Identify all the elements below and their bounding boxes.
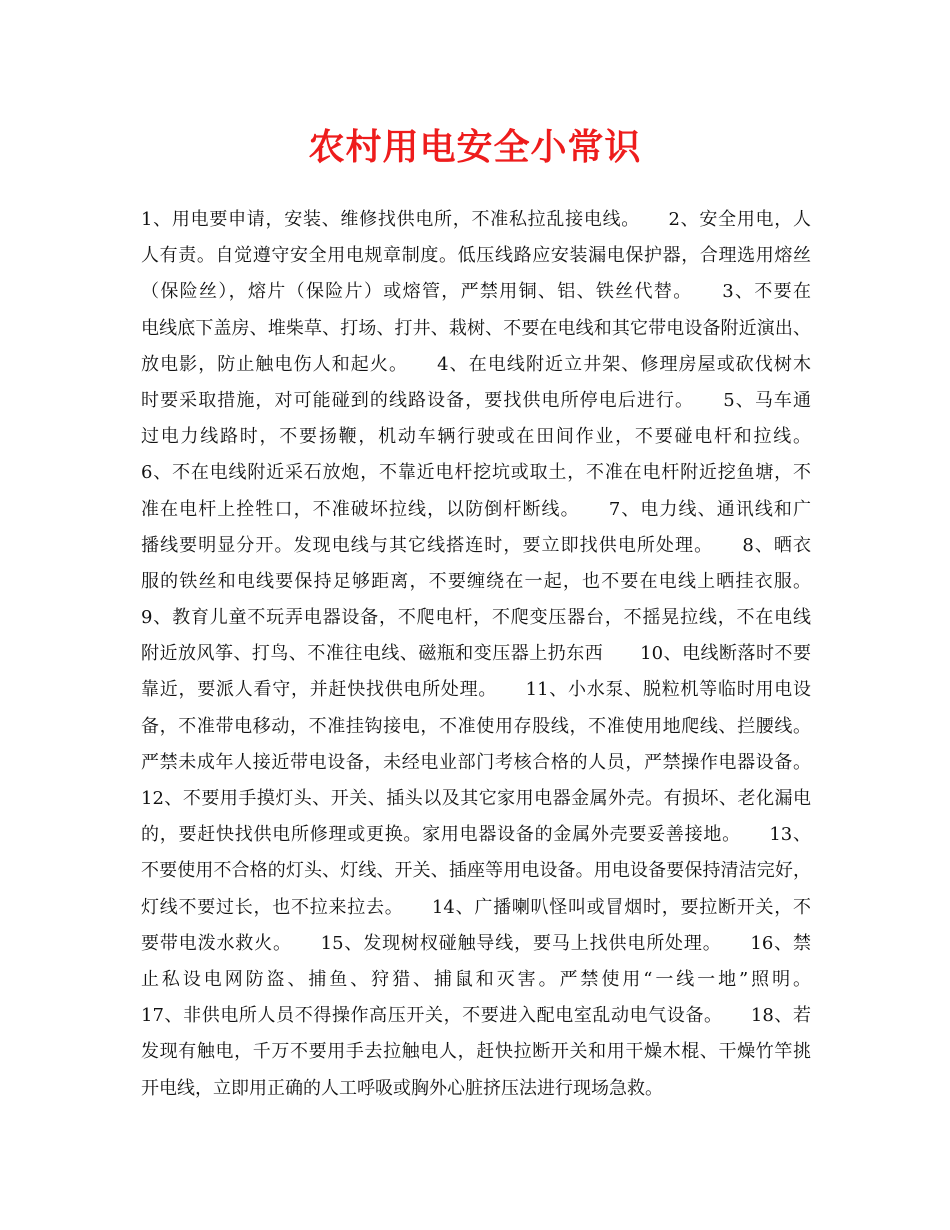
body-line: 不要使用不合格的灯头、灯线、开关、插座等用电设备。用电设备要保持清洁完好， (141, 860, 811, 882)
body-line: 放电影，防止触电伤人和起火。 4、在电线附近立井架、修理房屋或砍伐树木 (141, 353, 811, 375)
body-line: 人有责。自觉遵守安全用电规章制度。低压线路应安装漏电保护器，合理选用熔丝 (141, 245, 811, 267)
body-line: 过电力线路时，不要扬鞭，机动车辆行驶或在田间作业，不要碰电杆和拉线。 (141, 426, 811, 448)
body-line: 开电线，立即用正确的人工呼吸或胸外心脏挤压法进行现场急救。 (141, 1077, 663, 1099)
body-line: 准在电杆上拴牲口，不准破坏拉线，以防倒杆断线。 7、电力线、通讯线和广 (141, 498, 811, 520)
body-line: 要带电泼水救火。 15、发现树杈碰触导线，要马上找供电所处理。 16、禁 (141, 932, 811, 954)
body-line: 电线底下盖房、堆柴草、打场、打井、栽树、不要在电线和其它带电设备附近演出、 (141, 317, 811, 339)
body-line: 播线要明显分开。发现电线与其它线搭连时，要立即找供电所处理。 8、晒衣 (141, 534, 811, 556)
body-line: 服的铁丝和电线要保持足够距离，不要缠绕在一起，也不要在电线上晒挂衣服。 (141, 570, 811, 592)
body-line: 6、不在电线附近采石放炮，不靠近电杆挖坑或取土，不准在电杆附近挖鱼塘，不 (141, 462, 811, 484)
body-line: 17、非供电所人员不得操作高压开关，不要进入配电室乱动电气设备。 18、若 (141, 1005, 811, 1027)
body-line: 备，不准带电移动，不准挂钩接电，不准使用存股线，不准使用地爬线、拦腰线。 (141, 715, 811, 737)
document-body (141, 202, 811, 1107)
document-title: 农村用电安全小常识 (308, 126, 642, 168)
body-line: 严禁未成年人接近带电设备，未经电业部门考核合格的人员，严禁操作电器设备。 (141, 751, 811, 773)
body-line: 1、用电要申请，安装、维修找供电所，不准私拉乱接电线。 2、安全用电，人 (141, 209, 811, 230)
body-line: 附近放风筝、打鸟、不准往电线、磁瓶和变压器上扔东西 10、电线断落时不要 (141, 643, 811, 665)
body-line: 9、教育儿童不玩弄电器设备，不爬电杆，不爬变压器台，不摇晃拉线，不在电线 (141, 607, 811, 629)
body-line: （保险丝），熔片（保险片）或熔管，严禁用铜、铝、铁丝代替。 3、不要在 (141, 281, 811, 303)
body-line: 靠近，要派人看守，并赶快找供电所处理。 11、小水泵、脱粒机等临时用电设 (141, 679, 811, 701)
body-line: 灯线不要过长，也不拉来拉去。 14、广播喇叭怪叫或冒烟时，要拉断开关，不 (141, 896, 811, 918)
body-line: 止私设电网防盗、捕鱼、狩猎、捕鼠和灭害。严禁使用“一线一地”照明。 (141, 968, 811, 990)
body-line: 发现有触电，千万不要用手去拉触电人，赶快拉断开关和用干燥木棍、干燥竹竿挑 (141, 1041, 811, 1063)
body-line: 时要采取措施，对可能碰到的线路设备，要找供电所停电后进行。 5、马车通 (141, 389, 811, 411)
body-line: 12、不要用手摸灯头、开关、插头以及其它家用电器金属外壳。有损坏、老化漏电 (141, 788, 811, 809)
body-line: 的，要赶快找供电所修理或更换。家用电器设备的金属外壳要妥善接地。 13、 (141, 824, 811, 846)
